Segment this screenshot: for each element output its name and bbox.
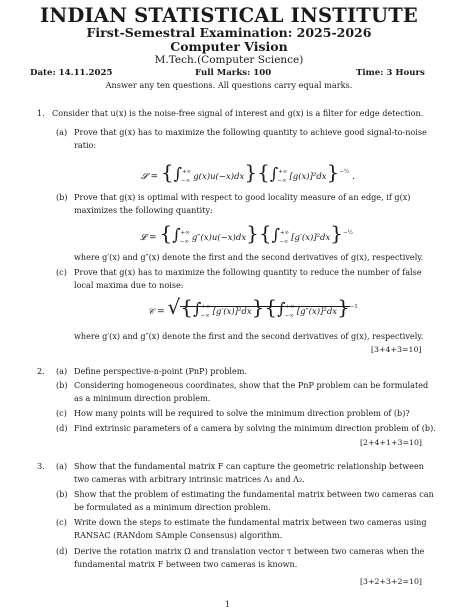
full-marks: Full Marks: 100: [195, 68, 272, 78]
q3b-line2: be formulated as a minimum direction problem.: [74, 502, 271, 512]
program-title: M.Tech.(Computer Science): [154, 54, 304, 66]
course-title: Computer Vision: [170, 39, 288, 54]
q3a-line2: two cameras with arbitrary intrinsic matrices Λ₁ and Λ₂.: [74, 474, 305, 484]
instructions: Answer any ten questions. All questions carry equal marks.: [105, 80, 353, 90]
q1b-label: (b): [56, 192, 68, 202]
q1a-line2: ratio:: [74, 140, 97, 150]
equation-locality: 𝓛 = {$\int^{+\infty}_{-\infty}$ $g''(x)u(-x)dx\}\{\int^{+\infty}_{-\infty}$ [g′(x)]²dx}$^{-\frac{1}{2}}$: [140, 221, 353, 245]
q3c-line1: Write down the steps to estimate the fundamental matrix between two cameras using: [74, 517, 427, 527]
page-number: 1: [225, 600, 231, 609]
q3b-label: (b): [56, 489, 68, 499]
q2-number: 2.: [37, 366, 45, 376]
q3d-line1: Derive the rotation matrix Ω and translation vector τ between two cameras when the: [74, 546, 425, 556]
q2b-line1: Considering homogeneous coordinates, show that the PnP problem can be formulated: [74, 380, 429, 390]
q1b-where: where g′(x) and g″(x) denote the first and the second derivatives of g(x), respectively.: [74, 252, 424, 262]
q3c-label: (c): [56, 517, 67, 527]
q3b-line1: Show that the problem of estimating the fundamental matrix between two cameras can: [74, 489, 434, 499]
q2a-text: Define perspective-n-point (PnP) problem.: [74, 366, 248, 376]
q3c-line2: RANSAC (RANdom SAmple Consensus) algorithm.: [74, 530, 283, 540]
q1b-line2: maximizes the following quantity:: [74, 205, 213, 215]
q1-marks: [3+4+3=10]: [371, 345, 422, 354]
exam-title: First-Semestral Examination: 2025-2026: [86, 25, 372, 40]
q1a-line1: Prove that g(x) has to maximize the following quantity to achieve good signal-to-noise: [74, 127, 427, 137]
q2c-text: How many points will be required to solve the minimum direction problem of (b)?: [74, 408, 410, 418]
q1-stem: Consider that u(x) is the noise-free signal of interest and g(x) is a filter for edge detection.: [52, 108, 424, 118]
equation-false-maxima: 𝒞 = $√\{\int^{+\infty}_{-\infty}$ $[g'(x)]^2dx\}\{\int^{+\infty}_{-\infty}$ [g″(x)]²dx}$^{-1}$: [148, 295, 358, 319]
q2b-label: (b): [56, 380, 68, 390]
q2c-label: (c): [56, 408, 67, 418]
q3-number: 3.: [37, 461, 45, 471]
q2d-label: (d): [56, 423, 68, 433]
q2d-text: Find extrinsic parameters of a camera by solving the minimum direction problem of (b).: [74, 423, 436, 433]
q1c-where: where g′(x) and g″(x) denote the first and the second derivatives of g(x), respectively.: [74, 331, 424, 341]
exam-date: Date: 14.11.2025: [30, 68, 113, 78]
q2-marks: [2+4+1+3=10]: [360, 438, 422, 447]
q3d-line2: fundamental matrix F between two cameras is known.: [74, 559, 298, 569]
exam-time: Time: 3 Hours: [356, 68, 425, 78]
q1c-line1: Prove that g(x) has to maximize the following quantity to reduce the number of false: [74, 267, 422, 277]
q2b-line2: as a minimum direction problem.: [74, 393, 211, 403]
q1b-line1: Prove that g(x) is optimal with respect to good locality measure of an edge, if g(x): [74, 192, 411, 202]
q3a-line1: Show that the fundamental matrix F can capture the geometric relationship between: [74, 461, 424, 471]
q1-number: 1.: [37, 108, 45, 118]
q1c-label: (c): [56, 267, 67, 277]
equation-snr: 𝓢 = {$\int^{+\infty}_{-\infty}$ $g(x)u(-x)dx\}\{\int^{+\infty}_{-\infty}$ [g(x)]²dx}$^{-\frac{1}{2}}$ .: [141, 160, 356, 184]
q3a-label: (a): [56, 461, 68, 471]
q2a-label: (a): [56, 366, 68, 376]
q3d-label: (d): [56, 546, 68, 556]
q1a-label: (a): [56, 127, 68, 137]
q1c-line2: local maxima due to noise:: [74, 280, 184, 290]
institute-title: INDIAN STATISTICAL INSTITUTE: [40, 4, 418, 27]
q3-marks: [3+2+3+2=10]: [360, 577, 422, 586]
